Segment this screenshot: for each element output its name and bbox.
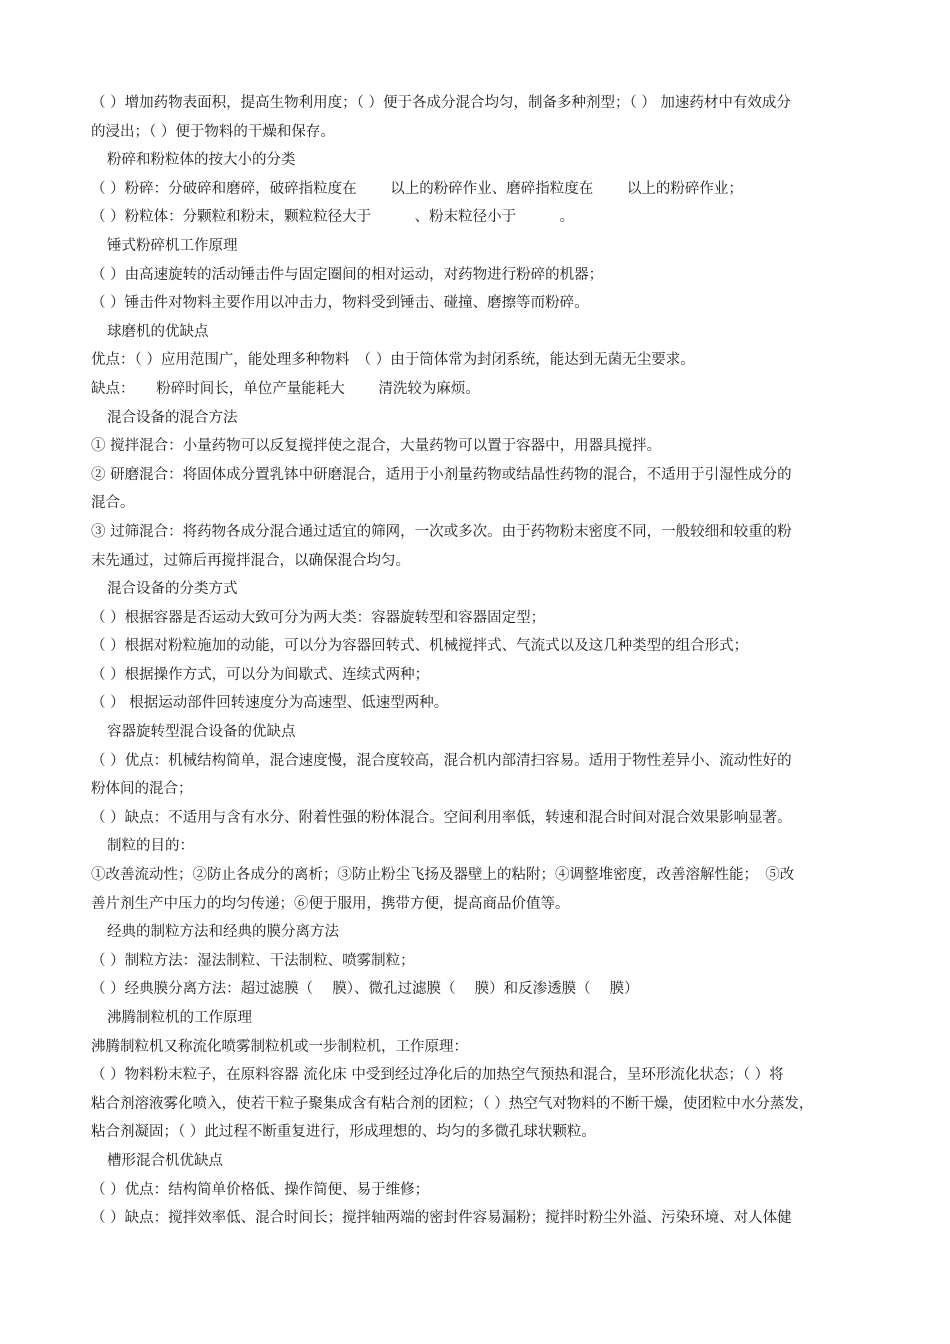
text-line: （ ）由高速旋转的活动锤击件与固定圈间的相对运动，对药物进行粉碎的机器； [91, 266, 604, 283]
section-heading: 容器旋转型混合设备的优缺点 [107, 724, 296, 741]
text-line: （ ）经典膜分离方法：超过滤膜（ 膜）、微孔过滤膜（ 膜）和反渗透膜（ 膜） [91, 981, 639, 998]
section-heading: 粉碎和粉粒体的按大小的分类 [107, 152, 296, 169]
text-line: （ ）增加药物表面积，提高生物利用度；（ ）便于各成分混合均匀，制备多种剂型；（ ） 加速药材中有效成分 [91, 95, 791, 111]
text-line: ③ 过筛混合：将药物各成分混合通过适宜的筛网，一次或多次。由于药物粉末密度不同，一般较细和较重的粉 [91, 523, 792, 540]
text-line: 缺点： 粉碎时间长，单位产量能耗大 清洗较为麻烦。 [91, 380, 480, 397]
text-line: （ ） 根据运动部件回转速度分为高速型、低速型两种。 [91, 695, 449, 712]
section-heading: 槽形混合机优缺点 [107, 1152, 223, 1169]
text-line: 粘合剂溶液雾化喷入，使若干粒子聚集成含有粘合剂的团粒；（ ）热空气对物料的不断干燥，使团粒中水分蒸发， [91, 1095, 814, 1112]
section-heading: 经典的制粒方法和经典的膜分离方法 [107, 924, 339, 941]
text-line: （ ）缺点：不适用与含有水分、附着性强的粉体混合。空间利用率低，转速和混合时间对混合效果影响显著。 [91, 809, 792, 826]
text-line: （ ）物料粉末粒子，在原料容器 流化床 中受到经过净化后的加热空气预热和混合，呈环形流化状态；（ ）将 [91, 1067, 784, 1084]
section-heading: 制粒的目的： [107, 838, 194, 855]
text-line: ① 搅拌混合：小量药物可以反复搅拌使之混合，大量药物可以置于容器中，用器具搅拌。 [91, 438, 662, 455]
text-line: 沸腾制粒机又称流化喷雾制粒机或一步制粒机，工作原理： [91, 1038, 468, 1055]
document-body [91, 89, 909, 1233]
text-line: （ ）锤击件对物料主要作用以冲击力，物料受到锤击、碰撞、磨擦等而粉碎。 [91, 295, 589, 312]
text-line: （ ）粉粒体：分颗粒和粉末，颗粒粒径大于 、粉末粒径小于 。 [91, 209, 575, 226]
section-heading: 沸腾制粒机的工作原理 [107, 1010, 252, 1026]
text-line: （ ）缺点：搅拌效率低、混合时间长；搅拌轴两端的密封件容易漏粉；搅拌时粉尘外溢、污染环境、对人体健 [91, 1210, 792, 1227]
section-heading: 锤式粉碎机工作原理 [107, 237, 238, 254]
text-line: 善片剂生产中压力的均匀传递；⑥便于服用，携带方便，提高商品价值等。 [91, 895, 570, 912]
text-line: （ ）优点：结构简单价格低、操作简便、易于维修； [91, 1181, 430, 1198]
text-line: 粉体间的混合； [91, 781, 193, 798]
text-line: （ ）根据对粉粒施加的动能，可以分为容器回转式、机械搅拌式、气流式以及这几种类型的组合形式； [91, 638, 749, 655]
section-heading: 混合设备的混合方法 [107, 409, 238, 426]
text-line: 粘合剂凝固；（ ）此过程不断重复进行，形成理想的、均匀的多微孔球状颗粒。 [91, 1124, 596, 1141]
text-line: 末先通过，过筛后再搅拌混合，以确保混合均匀。 [91, 552, 410, 569]
section-heading: 球磨机的优缺点 [107, 323, 209, 340]
text-line: （ ）制粒方法：湿法制粒、干法制粒、喷雾制粒； [91, 952, 415, 969]
text-line: 优点：（ ）应用范围广，能处理多种物料 （ ）由于筒体常为封闭系统，能达到无菌无尘要求。 [91, 352, 695, 369]
text-line: ①改善流动性；②防止各成分的离析；③防止粉尘飞扬及器壁上的粘附；④调整堆密度，改善溶解性能； ⑤改 [91, 867, 795, 884]
section-heading: 混合设备的分类方式 [107, 581, 238, 598]
text-line: 的浸出；（ ）便于物料的干燥和保存。 [91, 123, 335, 140]
text-line: （ ）粉碎：分破碎和磨碎，破碎指粒度在 以上的粉碎作业、磨碎指粒度在 以上的粉碎作业； [91, 180, 743, 197]
text-line: （ ）根据操作方式，可以分为间歇式、连续式两种； [91, 666, 430, 683]
text-line: （ ）优点：机械结构简单，混合速度慢，混合度较高，混合机内部清扫容易。适用于物性差异小、流动性好的 [91, 752, 792, 769]
text-line: ② 研磨混合：将固体成分置乳钵中研磨混合，适用于小剂量药物或结晶性药物的混合，不适用于引湿性成分的 [91, 466, 792, 483]
text-line: 混合。 [91, 495, 135, 512]
text-line: （ ）根据容器是否运动大致可分为两大类：容器旋转型和容器固定型； [91, 609, 546, 626]
